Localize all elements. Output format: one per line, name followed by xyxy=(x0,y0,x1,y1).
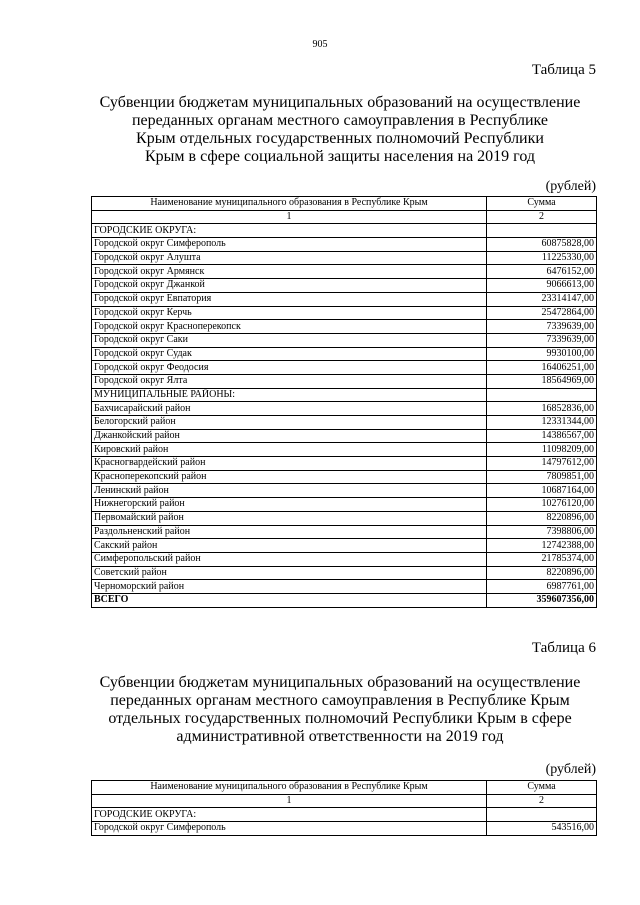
table-row xyxy=(92,238,597,252)
municipality-name: Городской округ Судак xyxy=(92,347,487,361)
amount-value xyxy=(487,808,597,822)
table-row xyxy=(92,333,597,347)
municipality-name: Симферопольский район xyxy=(92,552,487,566)
municipality-name: Сакский район xyxy=(92,539,487,553)
page-number: 905 xyxy=(312,39,328,50)
amount-value: 7339639,00 xyxy=(487,320,597,334)
municipality-name: Городской округ Феодосия xyxy=(92,361,487,375)
table-row xyxy=(92,251,597,265)
table6-label: Таблица 6 xyxy=(531,640,596,656)
amount-value: 6476152,00 xyxy=(487,265,597,279)
table-row xyxy=(92,402,597,416)
municipality-name: Бахчисарайский район xyxy=(92,402,487,416)
municipality-name: Городской округ Джанкой xyxy=(92,279,487,293)
table5-grid xyxy=(91,196,597,608)
column-number-row xyxy=(92,210,597,224)
amount-value: 14797612,00 xyxy=(487,457,597,471)
amount-value: 7339639,00 xyxy=(487,333,597,347)
total-row xyxy=(92,593,597,607)
column-header-name: Наименование муниципального образования в Республике Крым xyxy=(92,197,487,211)
table5-units: (рублей) xyxy=(545,179,596,194)
column-header-name: Наименование муниципального образования в Республике Крым xyxy=(92,781,487,795)
column-number-name: 1 xyxy=(92,794,487,808)
table6-caption-line: Субвенции бюджетам муниципальных образований на осуществление xyxy=(99,674,581,691)
table-row xyxy=(92,470,597,484)
amount-value: 9930100,00 xyxy=(487,347,597,361)
amount-value: 10687164,00 xyxy=(487,484,597,498)
municipality-name: Красноперекопский район xyxy=(92,470,487,484)
municipality-name: Красногвардейский район xyxy=(92,457,487,471)
amount-value: 12331344,00 xyxy=(487,416,597,430)
table6-caption-line: переданных органам местного самоуправления в Республике Крым xyxy=(110,692,570,709)
table-row xyxy=(92,539,597,553)
amount-value: 8220896,00 xyxy=(487,566,597,580)
amount-value: 11098209,00 xyxy=(487,443,597,457)
amount-value: 18564969,00 xyxy=(487,374,597,388)
section-row xyxy=(92,388,597,402)
amount-value: 16406251,00 xyxy=(487,361,597,375)
table-row xyxy=(92,552,597,566)
amount-value: 60875828,00 xyxy=(487,238,597,252)
table6-units: (рублей) xyxy=(545,762,596,777)
table-row xyxy=(92,484,597,498)
municipality-name: Городской округ Красноперекопск xyxy=(92,320,487,334)
municipality-name: Городской округ Евпатория xyxy=(92,292,487,306)
amount-value: 21785374,00 xyxy=(487,552,597,566)
amount-value xyxy=(487,224,597,238)
municipality-name: Городской округ Симферополь xyxy=(92,238,487,252)
column-number-name: 1 xyxy=(92,210,487,224)
table-row xyxy=(92,374,597,388)
municipality-name: ГОРОДСКИЕ ОКРУГА: xyxy=(92,808,487,822)
amount-value: 10276120,00 xyxy=(487,498,597,512)
table-row xyxy=(92,292,597,306)
amount-value: 12742388,00 xyxy=(487,539,597,553)
municipality-name: ГОРОДСКИЕ ОКРУГА: xyxy=(92,224,487,238)
table6-caption-line: административной ответственности на 2019 год xyxy=(176,728,504,745)
amount-value: 16852836,00 xyxy=(487,402,597,416)
section-row xyxy=(92,224,597,238)
table-row xyxy=(92,429,597,443)
municipality-name: МУНИЦИПАЛЬНЫЕ РАЙОНЫ: xyxy=(92,388,487,402)
table5-caption-line: Субвенции бюджетам муниципальных образований на осуществление xyxy=(99,94,581,111)
table-row xyxy=(92,265,597,279)
municipality-name: Городской округ Ялта xyxy=(92,374,487,388)
column-header-sum: Сумма xyxy=(487,781,597,795)
municipality-name: Джанкойский район xyxy=(92,429,487,443)
amount-value: 14386567,00 xyxy=(487,429,597,443)
table5-label: Таблица 5 xyxy=(531,62,596,78)
total-value: 359607356,00 xyxy=(487,593,597,607)
municipality-name: Нижнегорский район xyxy=(92,498,487,512)
table-row xyxy=(92,511,597,525)
table-row xyxy=(92,498,597,512)
table-row xyxy=(92,306,597,320)
table-row xyxy=(92,320,597,334)
table6-caption-line: отдельных государственных полномочий Республики Крым в сфере xyxy=(108,710,572,727)
table-row xyxy=(92,525,597,539)
table6-caption xyxy=(90,674,590,746)
total-label: ВСЕГО xyxy=(92,593,487,607)
municipality-name: Городской округ Керчь xyxy=(92,306,487,320)
municipality-name: Городской округ Алушта xyxy=(92,251,487,265)
table-row xyxy=(92,822,597,836)
table6-grid xyxy=(91,780,597,836)
amount-value xyxy=(487,388,597,402)
municipality-name: Городской округ Армянск xyxy=(92,265,487,279)
table-row xyxy=(92,416,597,430)
amount-value: 25472864,00 xyxy=(487,306,597,320)
municipality-name: Черноморский район xyxy=(92,580,487,594)
table5-caption xyxy=(90,94,590,166)
table5-caption-line: переданных органам местного самоуправления в Республике xyxy=(131,112,549,129)
amount-value: 6987761,00 xyxy=(487,580,597,594)
table-row xyxy=(92,457,597,471)
table-header-row xyxy=(92,781,597,795)
table-row xyxy=(92,279,597,293)
table-row xyxy=(92,580,597,594)
municipality-name: Городской округ Симферополь xyxy=(92,822,487,836)
municipality-name: Кировский район xyxy=(92,443,487,457)
amount-value: 7398806,00 xyxy=(487,525,597,539)
table-row xyxy=(92,361,597,375)
municipality-name: Городской округ Саки xyxy=(92,333,487,347)
table-header-row xyxy=(92,197,597,211)
amount-value: 8220896,00 xyxy=(487,511,597,525)
amount-value: 11225330,00 xyxy=(487,251,597,265)
municipality-name: Ленинский район xyxy=(92,484,487,498)
table-row xyxy=(92,566,597,580)
amount-value: 9066613,00 xyxy=(487,279,597,293)
municipality-name: Раздольненский район xyxy=(92,525,487,539)
table-row xyxy=(92,347,597,361)
table-row xyxy=(92,443,597,457)
municipality-name: Белогорский район xyxy=(92,416,487,430)
amount-value: 7809851,00 xyxy=(487,470,597,484)
section-row xyxy=(92,808,597,822)
amount-value: 543516,00 xyxy=(487,822,597,836)
table5-caption-line: Крым отдельных государственных полномочий Республики xyxy=(136,130,544,147)
municipality-name: Первомайский район xyxy=(92,511,487,525)
column-number-sum: 2 xyxy=(487,210,597,224)
amount-value: 23314147,00 xyxy=(487,292,597,306)
municipality-name: Советский район xyxy=(92,566,487,580)
column-header-sum: Сумма xyxy=(487,197,597,211)
column-number-sum: 2 xyxy=(487,794,597,808)
table5-caption-line: Крым в сфере социальной защиты населения на 2019 год xyxy=(144,148,536,165)
column-number-row xyxy=(92,794,597,808)
